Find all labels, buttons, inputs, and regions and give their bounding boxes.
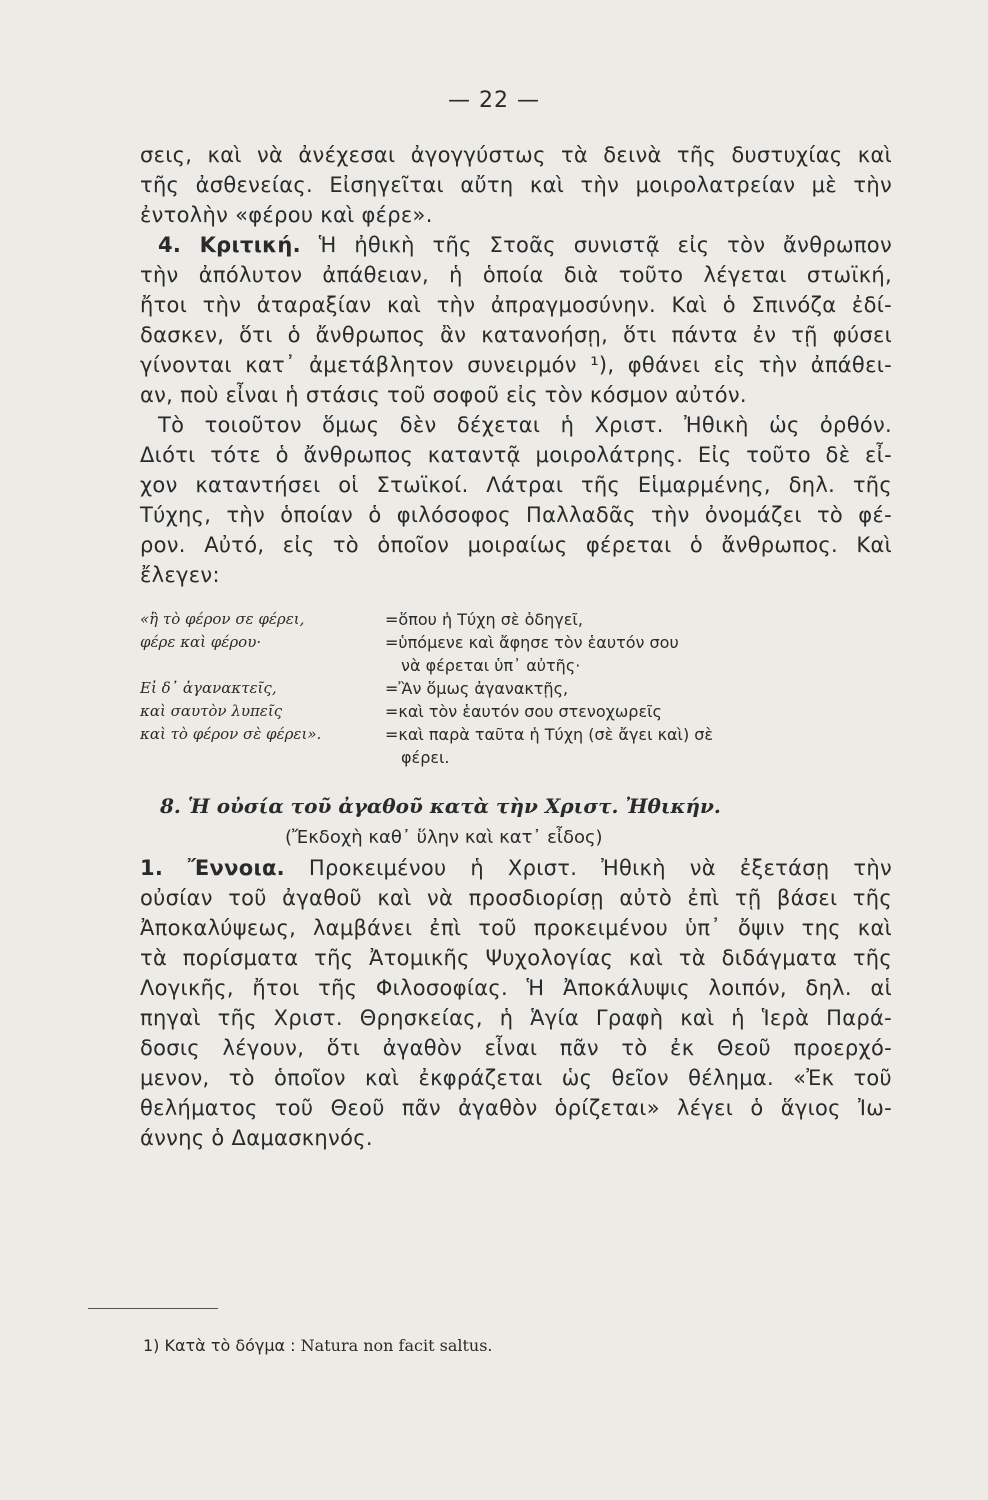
- text-line: αν, ποὺ εἶναι ἡ στάσις τοῦ σοφοῦ εἰς τὸν κόσμον αὐτόν.: [140, 383, 747, 407]
- text-line: πηγαὶ τῆς Χριστ. Θρησκείας, ἡ Ἁγία Γραφὴ καὶ ἡ Ἱερὰ Παρά-: [140, 1006, 892, 1030]
- verse-line: καὶ τὸ φέρον σὲ φέρει».: [140, 725, 322, 743]
- verse-line: νὰ φέρεται ὑπ᾽ αὐτῆς·: [401, 656, 581, 675]
- text-line: σεις, καὶ νὰ ἀνέχεσαι ἀγογγύστως τὰ δεινὰ τῆς δυστυχίας καὶ: [140, 143, 892, 167]
- text-span: Ἡ ἠθικὴ τῆς Στοᾶς συνιστᾷ εἰς τὸν ἄνθρωπον: [318, 233, 892, 257]
- text-line: τῆς ἀσθενείας. Εἰσηγεῖται αὔτη καὶ τὴν μοιρολατρείαν μὲ τὴν: [140, 173, 892, 197]
- text-line: άννης ὁ Δαμασκηνός.: [140, 1126, 373, 1150]
- text-line: ἔλεγεν:: [140, 563, 220, 587]
- text-line: ρον. Αὐτό, εἰς τὸ ὁποῖον μοιραίως φέρεται ὁ ἄνθρωπος. Καὶ: [140, 533, 892, 557]
- page-body: [140, 140, 892, 1153]
- verse-line: καὶ σαυτὸν λυπεῖς: [140, 702, 283, 720]
- text-line: Διότι τότε ὁ ἄνθρωπος καταντᾷ μοιρολάτρης. Εἰς τοῦτο δὲ εἶ-: [140, 443, 892, 467]
- kritiki-first-line: [140, 230, 892, 260]
- verse-line: =ὑπόμενε καὶ ἄφησε τὸν ἑαυτόν σου: [385, 633, 679, 652]
- text-line: δασκεν, ὅτι ὁ ἄνθρωπος ἂν κατανοήσῃ, ὅτι πάντα ἐν τῇ φύσει: [140, 323, 892, 347]
- text-line: Ἀποκαλύψεως, λαμβάνει ἐπὶ τοῦ προκειμένου ὑπ᾽ ὄψιν της καὶ: [140, 916, 892, 940]
- footnote-latin: Natura non facit saltus.: [300, 1336, 493, 1355]
- verse-line: =Ἂν ὅμως ἀγανακτῇς,: [385, 679, 569, 698]
- text-line: Τὸ τοιοῦτον ὅμως δὲν δέχεται ἡ Χριστ. Ἠθικὴ ὡς ὀρθόν.: [158, 413, 892, 437]
- verse-original: [140, 608, 385, 769]
- verse-line: φέρει.: [401, 748, 450, 767]
- text-line: τὴν ἀπόλυτον ἀπάθειαν, ἡ ὁποία διὰ τοῦτο λέγεται στωϊκή,: [140, 263, 892, 287]
- verse-line: =καὶ παρὰ ταῦτα ἡ Τύχη (σὲ ἄγει καὶ) σὲ: [385, 725, 714, 744]
- footnote-marker: 1) Κατὰ τὸ δόγμα :: [143, 1336, 296, 1355]
- verse-block: [140, 608, 892, 769]
- verse-line: Εἰ δ᾽ ἀγανακτεῖς,: [140, 679, 277, 697]
- kritiki-heading: 4. Κριτική.: [158, 233, 301, 257]
- text-line: Λογικῆς, ἤτοι τῆς Φιλοσοφίας. Ἡ Ἀποκάλυψις λοιπόν, δηλ. αἱ: [140, 976, 892, 1000]
- page-number: — 22 —: [448, 88, 540, 113]
- text-line: ἐντολὴν «φέρου καὶ φέρε».: [140, 203, 433, 227]
- text-line: Τύχης, τὴν ὁποίαν ὁ φιλόσοφος Παλλαδᾶς τὴν ὀνομάζει τὸ φέ-: [140, 503, 892, 527]
- verse-translation: [385, 608, 892, 769]
- text-line: χον καταντήσει οἱ Στωϊκοί. Λάτραι τῆς Εἱμαρμένης, δηλ. τῆς: [140, 473, 892, 497]
- footnote: [143, 1336, 493, 1355]
- text-line: τὰ πορίσματα τῆς Ἀτομικῆς Ψυχολογίας καὶ τὰ διδάγματα τῆς: [140, 946, 892, 970]
- verse-line: φέρε καὶ φέρου·: [140, 633, 262, 651]
- verse-gap: [140, 654, 385, 677]
- text-line: δοσις λέγουν, ὅτι ἀγαθὸν εἶναι πᾶν τὸ ἐκ Θεοῦ προερχό-: [140, 1036, 892, 1060]
- verse-line: «ἢ τὸ φέρον σε φέρει,: [140, 610, 305, 628]
- verse-line: =καὶ τὸν ἑαυτόν σου στενοχωρεῖς: [385, 702, 662, 721]
- text-line: γίνονται κατ᾽ ἀμετάβλητον συνειρμόν ¹), φθάνει εἰς τὴν ἀπάθει-: [140, 353, 892, 377]
- verse-line: =ὅπου ἡ Τύχη σὲ ὁδηγεῖ,: [385, 610, 583, 629]
- text-line: οὐσίαν τοῦ ἀγαθοῦ καὶ νὰ προσδιορίσῃ αὐτὸ ἐπὶ τῇ βάσει τῆς: [140, 886, 892, 910]
- text-line: μενον, τὸ ὁποῖον καὶ ἐκφράζεται ὡς θεῖον θέλημα. «Ἐκ τοῦ: [140, 1066, 892, 1090]
- ennoia-heading: 1. Ἔννοια.: [140, 856, 285, 880]
- footnote-divider: [88, 1308, 218, 1309]
- text-line: θελήματος τοῦ Θεοῦ πᾶν ἀγαθὸν ὁρίζεται» λέγει ὁ ἅγιος Ἰω-: [140, 1096, 892, 1120]
- text-span: Προκειμένου ἡ Χριστ. Ἠθικὴ νὰ ἐξετάσῃ τὴν: [308, 856, 892, 880]
- section-subtitle: (Ἔκδοχὴ καθ᾽ ὕλην καὶ κατ᾽ εἶδος): [285, 827, 603, 848]
- text-line: ἤτοι τὴν ἀταραξίαν καὶ τὴν ἀπραγμοσύνην. Καὶ ὁ Σπινόζα ἐδί-: [140, 293, 892, 317]
- section-title: 8. Ἡ οὐσία τοῦ ἀγαθοῦ κατὰ τὴν Χριστ. Ἠθικήν.: [160, 794, 721, 818]
- ennoia-first-line: [140, 853, 892, 883]
